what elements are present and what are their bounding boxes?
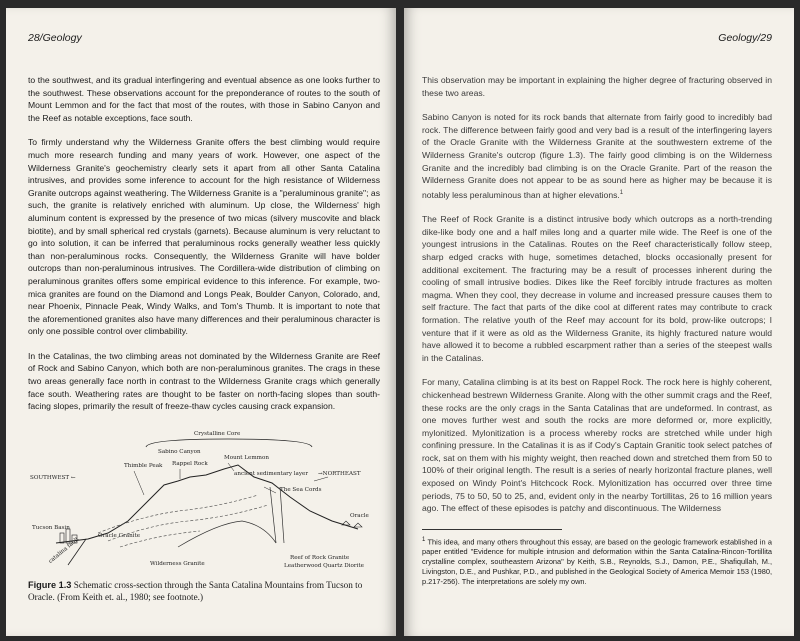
label-mount-lemmon: Mount Lemmon	[224, 454, 269, 461]
label-leatherwood: Leatherwood Quartz Diorite	[284, 562, 364, 569]
right-paragraph-2	[422, 111, 772, 201]
figure-caption-text: Schematic cross-section through the Santa Catalina Mountains from Tucson to Oracle. (From Keith et. al., 1980; see footnote.)	[28, 579, 363, 602]
right-paragraph-1: This observation may be important in explaining the higher degree of fracturing observed in these two areas.	[422, 75, 772, 98]
footnote	[422, 535, 772, 587]
label-ancient-layer: ancient sedimentary layer	[234, 470, 309, 477]
label-oracle: Oracle	[350, 512, 369, 519]
left-running-head: 28/Geology	[28, 32, 82, 44]
label-crystalline-core: Crystalline Core	[194, 430, 241, 437]
label-thimble-peak: Thimble Peak	[124, 462, 163, 469]
right-paragraph-4: For many, Catalina climbing is at its best on Rappel Rock. The rock here is highly coherent, chickenhead bestrewn Wilderness Granite. Along with the other summit crags and the Reef, these rocks are the only crags in the Santa Catalinas that are undeformed. In contrast, as one moves further west and south the rocks are more deformed or, more explicitly, mylonitized. Mylonitization is a process whereby rocks are stretched while under high confining pressure. In the Catalinas it is as if Cody's Captain Granitic took select patches of rock, sat on them with his mighty weight, then reached down and stretched them from 50 to 100% of their original length. The result is a series of nearly horizontal fracture planes, well exposed on Windy Point's Hitchcock Rock. Mylonitization has occurred over three time periods, 75 to 50, 50 to 25, and, evident only in the nearby Tortillitas, 26 to 16 million years ago. The effect of these episodes is patchy and discontinuous. The Wilderness	[422, 377, 772, 514]
footnote-ref: 1	[619, 189, 624, 196]
left-paragraph-2: To firmly understand why the Wilderness Granite offers the best climbing would require much more research funding and many years of work. However, one aspect of the Wilderness Granite's geochemistry clearly sets it apart from all other Santa Catalina intrusives, and provides some inference to account for the high resistance of Wilderness Granite outcrops against weathering. The Wilderness Granite is a "peraluminous granite"; as such, the granite is relatively enriched with aluminum. Up close, the Wilderness' high aluminum content is expressed by the presence of two micas (silvery muscovite and black biotite), and by small spherical red crystals (garnets). Because aluminum is very reluctant to go into solution, it can be inferred that peraluminous rocks generally weather less quickly than non-peraluminous rocks. Consequently, the Wilderness Granite will have bolder outcrops than non-peraluminous intrusives. The Cordillera-wide distribution of climbing on peraluminous granites offers some empirical evidence to this inference. For example, two-mica granites are found on the Diamond and Longs Peak, Boulder Canyon, Colorado, and, near Phoenix, Pinnacle Peak, Windy Walks, and Tom's Thumb. It is important to note that the aforementioned granites also have many differences and their peraluminous character is only one possible control over climbability.	[28, 137, 380, 337]
building-icon	[60, 533, 64, 543]
label-sea-cords: The Sea Cords	[280, 486, 322, 493]
footnote-divider	[422, 529, 562, 530]
label-rappel-rock: Rappel Rock	[172, 460, 208, 467]
label-reef-granite: Reef of Rock Granite	[290, 554, 350, 561]
label-tucson-basin: Tucson Basin	[32, 524, 70, 531]
label-oracle-granite: Oracle Granite	[98, 532, 141, 539]
oracle-house-icon	[342, 521, 362, 527]
label-catalina-fault: catalina fault	[47, 536, 81, 565]
left-paragraph-1: to the southwest, and its gradual interfingering and eventual absence as one looks further to the southwest. These observations account for the preponderance of routes to the south of Mount Lemmon and for the fact that most of the routes, with those in Sabino Canyon and the Reef as notable exceptions, face south.	[28, 75, 380, 123]
cross-section-figure	[28, 425, 380, 575]
right-page	[404, 8, 794, 636]
reef-granite-dike	[270, 487, 284, 543]
label-wilderness-granite: Wilderness Granite	[150, 560, 205, 567]
cross-section-diagram	[28, 425, 380, 575]
footnote-text: This idea, and many others throughout this essay, are based on the geologic framework established in a paper entitled "Evidence for multiple intrusion and deformation within the Santa Catalina-Rincon-Tortillita crystalline complex, southeastern Arizona" by Keith, S.B., Reynolds, S.J., Damon, P.E., Shafiqullah, M., Livingston, D.E., and Pushkar, P.D., and published in the Geological Society of America Memoir 153 (1980, p.217-256). The interpretations are solely my own.	[422, 537, 773, 587]
right-paragraph-3: The Reef of Rock Granite is a distinct intrusive body which outcrops as a north-trending dike-like body one and a half miles long and a quarter mile wide. The Reef is one of the youngest intrusions in the Catalinas. Routes on the Reef characteristically follow steep, sharp edged cracks with huge, sometimes detached, blocks occasionally present for additional excitement. The fracturing may be a result of processes inherent during the cooling of small intrusive bodies. Dikes like the Reef forcibly intrude fractures as molten magma. When they cool, they decrease in volume and increased pressure causes them to self fracture. The fact that parts of the dike cool at different rates may contribute to crack formation. The relative youth of the Reef may account for its bold, prow-like outcrops; I venture that if it were as old as the Wilderness Granite, its highly fractured nature would have allowed it to become a rubbled escarpment rather than a series of the steepest walls in the Catalinas.	[422, 214, 772, 363]
label-northeast: →NORTHEAST	[318, 470, 361, 477]
label-southwest: SOUTHWEST ←	[30, 474, 76, 481]
label-sabino-canyon: Sabino Canyon	[158, 448, 201, 455]
left-paragraph-3: In the Catalinas, the two climbing areas not dominated by the Wilderness Granite are Reef of Rock and Sabino Canyon, which both are non-peraluminous granites. The crags in these two areas generally face north in contrast to the Wilderness Granite crags which generally face south. Weathering rates are thought to be faster on north-facing slopes than south-facing slopes, primarily the result of freeze-thaw cycles causing crack expansion.	[28, 350, 380, 412]
wilderness-granite-body	[178, 521, 276, 547]
footnote-marker: 1	[422, 536, 426, 543]
left-page	[6, 8, 396, 636]
core-bracket	[146, 439, 312, 447]
figure-caption-label: Figure 1.3	[28, 579, 72, 590]
right-paragraph-2-text: Sabino Canyon is noted for its rock bands that alternate from fairly good to incredibly bad rock. The difference between fairly good and very bad is a result of the interfingering layers of the Oracle Granite with the Wilderness Granite at the southwestern extreme of the Wilderness Granite's outcrop (figure 1.3). The fairly good climbing is on the Wilderness Granite and the incredibly bad climbing is on the Oracle Granite. Part of the reason the Wilderness Granite does not appear to be as sound here as higher may be because it is notably less peraluminous than at higher elevations.	[422, 112, 772, 200]
figure-caption	[28, 579, 380, 603]
right-running-head: Geology/29	[718, 32, 772, 44]
